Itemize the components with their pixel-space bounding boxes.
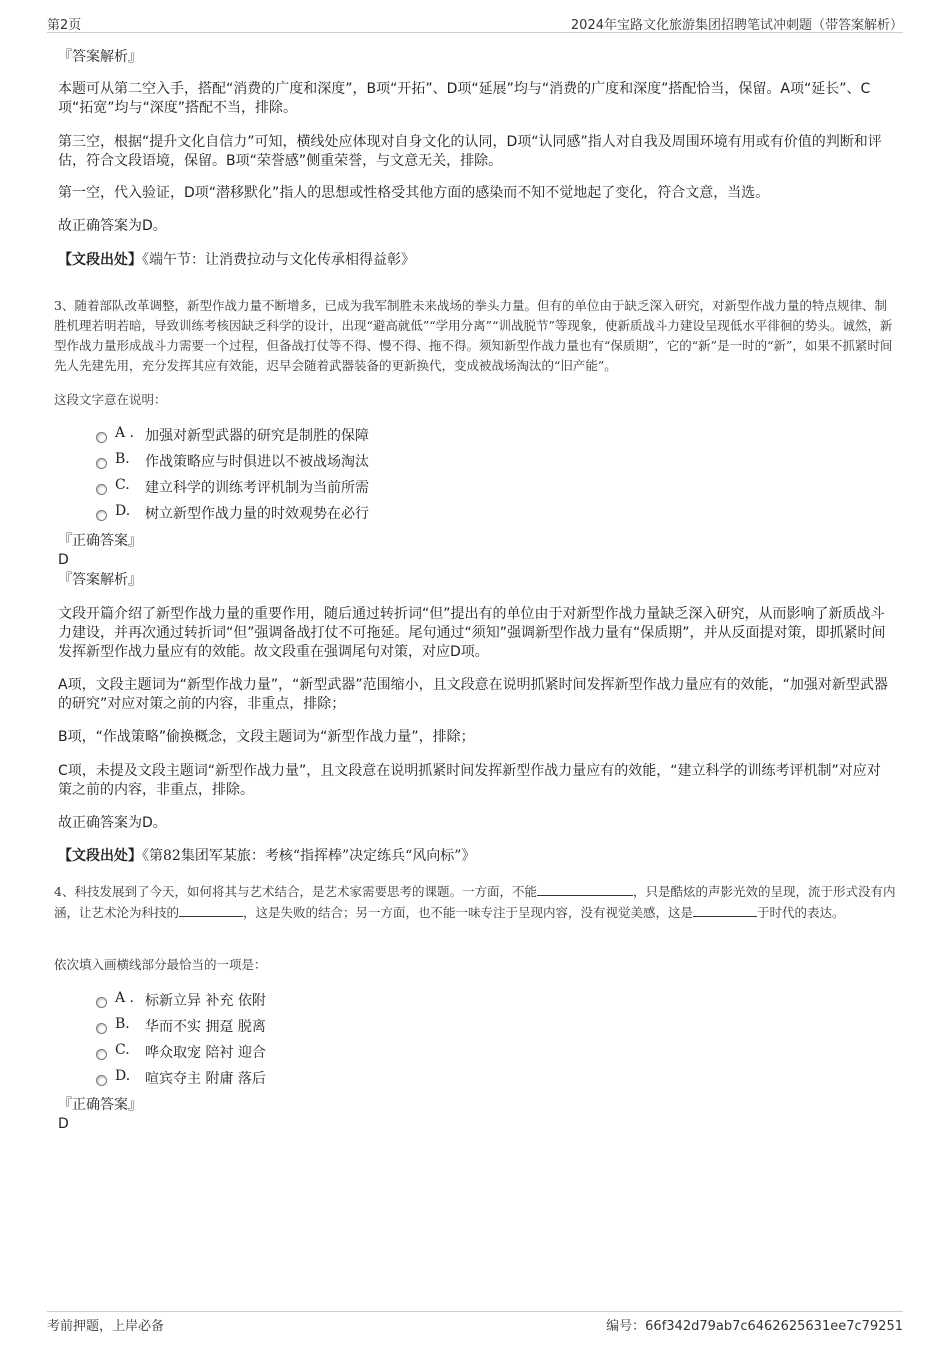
radio-button-icon[interactable] [96,432,107,443]
q2-analysis-p1: 本题可从第二空入手，搭配“消费的广度和深度”，B项“开拓”、D项“延展”均与“消费的广度和深度”搭配恰当，保留。A项“延长”、C项“拓宽”均与“深度”搭配不当，排除。 [58,81,871,116]
radio-button-icon[interactable] [96,1075,107,1086]
option-text: 哗众取宠 陪衬 迎合 [145,1045,266,1061]
page-header [47,12,903,33]
blank-1 [537,881,633,896]
option-letter: C. [115,477,130,493]
q4-stem-part2: ，只是酷炫的声影光效的呈现，流于形式没有内涵，让艺术沦为科技的 [54,884,896,920]
q3-analysis-p4: C项，未提及文段主题词“新型作战力量”，且文段意在说明抓紧时间发挥新型作战力量应有的效能，“建立科学的训练考评机制”对应对策之前的内容，非重点，排除。 [58,763,881,798]
radio-button-icon[interactable] [96,484,107,495]
q4-stem [54,881,896,923]
q3-stem: 3、随着部队改革调整，新型作战力量不断增多，已成为我军制胜未来战场的拳头力量。但有的单位由于缺乏深入研究，对新型作战力量的特点规律、制胜机理若明若暗，导致训练考核因缺乏科学的设计，出现“避高就低”“学用分离”“训战脱节”等现象，使新质战斗力建设呈现低水平徘徊的势头。诚然，新型作战力量形成战斗力需要一个过程，但备战打仗等不得、慢不得、拖不得。须知新型作战力量也有“保质期”，它的“新”是一时的“新”，如果不抓紧时间先人先建先用，充分发挥其应有效能，迟早会随着武器装备的更新换代，变成被战场淘汰的“旧产能”。 [54,298,893,373]
page-footer [47,1311,903,1332]
q4-answer-label: 『正确答案』 [58,1097,142,1113]
option-text: 加强对新型武器的研究是制胜的保障 [145,428,369,444]
option-text: 标新立异 补充 依附 [145,993,266,1009]
option-text: 喧宾夺主 附庸 落后 [145,1071,266,1087]
blank-2 [179,902,243,917]
radio-button-icon[interactable] [96,1049,107,1060]
source-title: 《第82集团军某旅：考核“指挥棒”决定练兵“风向标”》 [142,848,476,864]
option-letter: A . [115,990,135,1006]
q2-analysis-p3: 第一空，代入验证，D项“潜移默化”指人的思想或性格受其他方面的感染而不知不觉地起了变化，符合文意，当选。 [58,185,770,201]
option-letter: B. [115,451,130,467]
source-label: 【文段出处】 [58,848,142,864]
option-letter: C. [115,1042,130,1058]
q3-analysis-p3: B项，“作战策略”偷换概念，文段主题词为“新型作战力量”，排除； [58,729,475,745]
q4-stem-part1: 4、科技发展到了今天，如何将其与艺术结合，是艺术家需要思考的课题。一方面，不能 [54,884,537,899]
q3-analysis-p5: 故正确答案为D。 [58,815,167,831]
q4-stem-part3: ，这是失败的结合；另一方面，也不能一味专注于呈现内容，没有视觉美感，这是 [243,905,694,920]
document-title: 2024年宝路文化旅游集团招聘笔试冲刺题（带答案解析） [570,18,903,33]
option-text: 华而不实 拥趸 脱离 [145,1019,266,1035]
source-label: 【文段出处】 [58,252,142,268]
q3-answer: D [58,552,69,568]
q3-analysis-label: 『答案解析』 [58,572,142,588]
q2-analysis-p4: 故正确答案为D。 [58,218,167,234]
option-letter: D. [115,503,131,519]
page-number: 第2页 [47,18,82,33]
q2-analysis-label: 『答案解析』 [58,49,142,65]
blank-3 [693,902,757,917]
q4-prompt: 依次填入画横线部分最恰当的一项是： [54,957,267,972]
q3-analysis-p1: 文段开篇介绍了新型作战力量的重要作用，随后通过转折词“但”提出有的单位由于对新型作战力量缺乏深入研究，从而影响了新质战斗力建设，并再次通过转折词“但”强调备战打仗不可拖延。尾句通过“须知”强调新型作战力量有“保质期”，并从反面提对策，即抓紧时间发挥新型作战力量应有的效能。故文段重在强调尾句对策，对应D项。 [58,606,886,660]
q4-answer: D [58,1116,69,1132]
q2-source [58,251,894,270]
radio-button-icon[interactable] [96,510,107,521]
radio-button-icon[interactable] [96,1023,107,1034]
footer-slogan: 考前押题，上岸必备 [47,1319,165,1334]
source-title: 《端午节：让消费拉动与文化传承相得益彰》 [142,252,415,268]
document-id: 编号：66f342d79ab7c6462625631ee7c79251 [606,1319,903,1334]
option-letter: A . [115,425,135,441]
q3-analysis-p2: A项，文段主题词为“新型作战力量”，“新型武器”范围缩小，且文段意在说明抓紧时间发挥新型作战力量应有的效能，“加强对新型武器的研究”对应对策之前的内容，非重点，排除； [58,677,888,712]
q3-prompt: 这段文字意在说明： [54,392,167,407]
option-text: 建立科学的训练考评机制为当前所需 [145,480,369,496]
q3-answer-label: 『正确答案』 [58,533,142,549]
q3-source [58,847,894,866]
option-letter: D. [115,1068,131,1084]
radio-button-icon[interactable] [96,458,107,469]
option-text: 树立新型作战力量的时效观势在必行 [145,506,369,522]
q2-analysis-p2: 第三空，根据“提升文化自信力”可知，横线处应体现对自身文化的认同，D项“认同感”指人对自我及周围环境有用或有价值的判断和评估，符合文段语境，保留。B项“荣誉感”侧重荣誉，与文意无关，排除。 [58,134,882,169]
option-text: 作战策略应与时俱进以不被战场淘汰 [145,454,369,470]
radio-button-icon[interactable] [96,997,107,1008]
option-letter: B. [115,1016,130,1032]
q4-stem-part4: 于时代的表达。 [757,905,845,920]
